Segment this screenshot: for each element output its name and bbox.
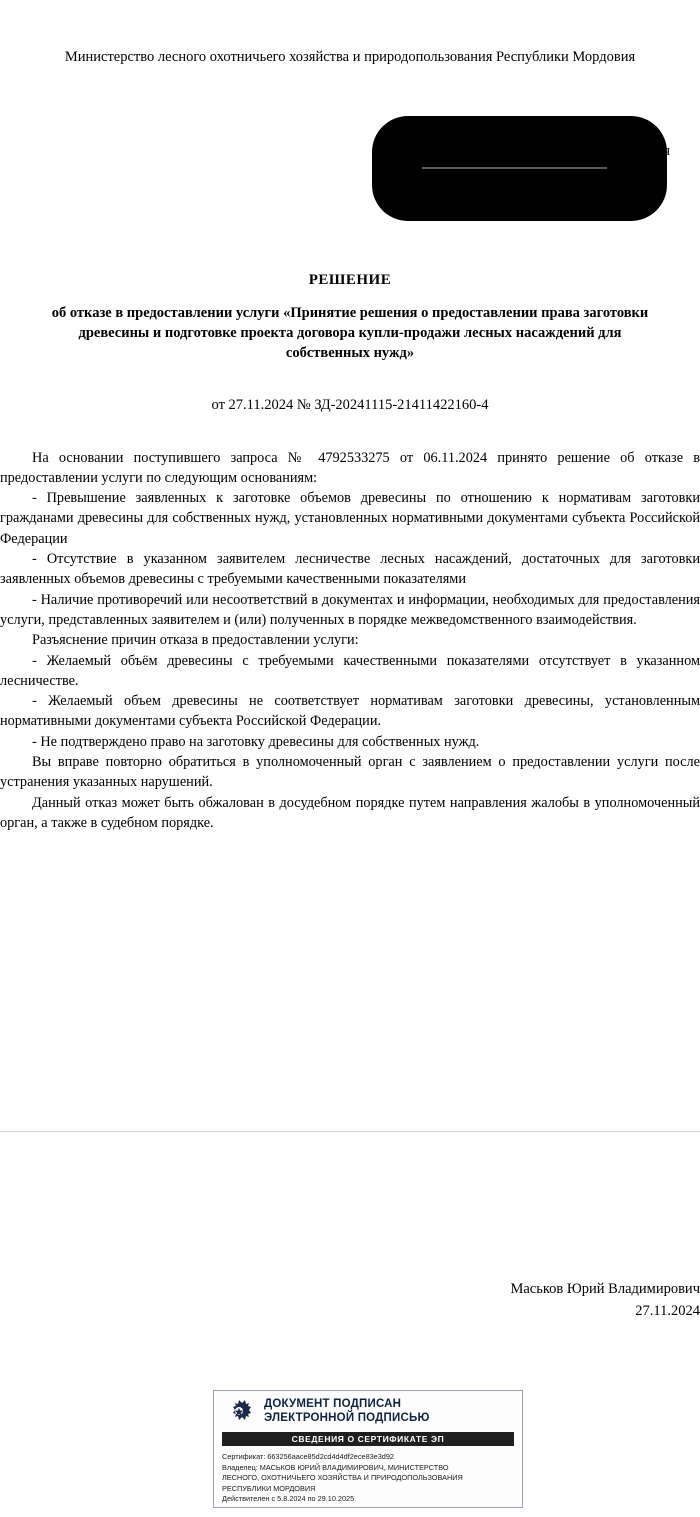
paragraph: Вы вправе повторно обратиться в уполномоченный орган с заявлением о предоставлении услуги после устранения указанных нарушений. xyxy=(0,754,700,791)
paragraph: - Отсутствие в указанном заявителем лесничестве лесных насаждений, достаточных для заготовки заявленных объемов древесины с требуемыми качественными показателями xyxy=(0,551,700,588)
paragraph: Разъяснение причин отказа в предоставлении услуги: xyxy=(32,632,359,649)
stamp-owner-line1: Владелец: МАСЬКОВ ЮРИЙ ВЛАДИМИРОВИЧ, МИНИСТЕРСТВО xyxy=(222,1462,449,1472)
redacted-name-tail: ич xyxy=(655,142,671,159)
paragraph: - Желаемый объем древесины не соответствует нормативам заготовки древесины, установленным нормативными документами субъекта Российской Федерации. xyxy=(0,693,700,730)
document-subtitle: об отказе в предоставлении услуги «Принятие решения о предоставлении права заготовки древесины и подготовке проекта договора купли-продажи лесных насаждений для собственных нужд» xyxy=(51,304,649,361)
redaction-strikethrough xyxy=(422,167,607,169)
stamp-heading-line2: ЭЛЕКТРОННОЙ ПОДПИСЬЮ xyxy=(264,1412,430,1424)
paragraph: - Наличие противоречий или несоответствий в документах и информации, необходимых для предоставления услуги, представленных заявителем и (или) полученных в порядке межведомственного взаимодействия. xyxy=(0,591,700,628)
organization-header: Министерство лесного охотничьего хозяйства и природопользования Республики Мордовия xyxy=(64,49,636,65)
stamp-certificate: Сертификат: 663256aace85d2cd4d4df2ece83e3d92 xyxy=(222,1452,394,1461)
paragraph: Данный отказ может быть обжалован в досудебном порядке путем направления жалобы в уполномоченный орган, а также в судебном порядке. xyxy=(0,794,700,831)
stamp-header xyxy=(222,1397,514,1427)
stamp-owner-line3: РЕСПУБЛИКИ МОРДОВИЯ xyxy=(222,1483,316,1493)
stamp-bar: СВЕДЕНИЯ О СЕРТИФИКАТЕ ЭП xyxy=(222,1432,514,1446)
signer-date: 27.11.2024 xyxy=(635,1303,700,1320)
page-divider xyxy=(0,1131,700,1132)
electronic-signature-stamp xyxy=(213,1390,523,1508)
paragraph: На основании поступившего запроса № 4792533275 от 06.11.2024 принято решение об отказе в предоставлении услуги по следующим основаниям: xyxy=(0,449,700,486)
stamp-validity: Действителен с 5.8.2024 по 29.10.2025 xyxy=(222,1494,355,1504)
signer-name: Маськов Юрий Владимирович xyxy=(510,1281,700,1297)
document-title: РЕШЕНИЕ xyxy=(308,271,392,288)
stamp-heading xyxy=(264,1398,430,1425)
paragraph: - Желаемый объём древесины с требуемыми качественными показателями отсутствует в указанном лесничестве. xyxy=(0,652,700,689)
stamp-owner-line2: ЛЕСНОГО, ОХОТНИЧЬЕГО ХОЗЯЙСТВА И ПРИРОДОПОЛЬЗОВАНИЯ xyxy=(222,1473,463,1483)
stamp-details xyxy=(222,1452,514,1505)
document-body xyxy=(0,448,700,834)
paragraph: - Превышение заявленных к заготовке объемов древесины по отношению к нормативам заготовки гражданами древесины для собственных нужд, установленных нормативными документами субъекта Российской Федерации xyxy=(0,490,700,547)
redaction-block xyxy=(372,116,667,221)
redaction-area xyxy=(0,98,700,218)
stamp-heading-line1: ДОКУМЕНТ ПОДПИСАН xyxy=(264,1398,402,1411)
emblem-icon xyxy=(222,1397,256,1427)
signature-block xyxy=(510,1278,700,1323)
paragraph: - Не подтверждено право на заготовку древесины для собственных нужд. xyxy=(32,733,480,750)
document-number: от 27.11.2024 № ЗД-20241115-21411422160-4 xyxy=(211,396,489,413)
